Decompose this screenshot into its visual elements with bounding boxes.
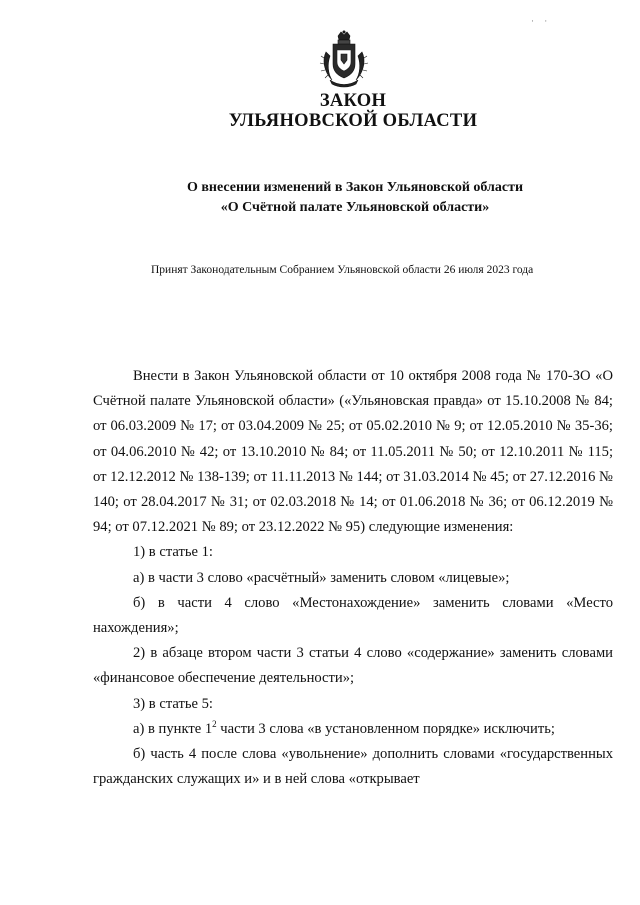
paragraph-item-1b: б) в части 4 слово «Местонахождение» заменить словами «Место нахождения»; xyxy=(93,594,613,637)
adoption-note: Принят Законодательным Собранием Ульяновской области 26 июля 2023 года xyxy=(151,264,534,276)
paragraph-item-1a: а) в части 3 слово «расчётный» заменить словом «лицевые»; xyxy=(133,569,510,586)
paragraph-item-2: 2) в абзаце втором части 3 статьи 4 слово «содержание» заменить словами «финансовое обеспечение деятельности»; xyxy=(93,645,613,687)
law-subject-line-2: «О Счётной палате Ульяновской области» xyxy=(220,200,490,215)
paragraph-item-3: 3) в статье 5: xyxy=(133,695,213,712)
superscript-two: 2 xyxy=(212,718,217,729)
paragraph-item-3b: б) часть 4 после слова «увольнение» дополнить словами «государственных гражданских служащих и» и в ней слова «открывает xyxy=(93,746,613,788)
law-title-line-1: ЗАКОН xyxy=(319,91,387,111)
coat-of-arms-emblem xyxy=(316,30,372,90)
item-3a-rest: части 3 слова «в установленном порядке» исключить; xyxy=(216,720,555,737)
item-3a-start: а) в пункте 1 xyxy=(133,720,213,737)
paragraph-preamble: Внести в Закон Ульяновской области от 10 октября 2008 года № 170-ЗО «О Счётной палате Ульяновской области» («Ульяновская правда» от 15.10.2008 № 84; от 06.03.2009 № 17; от 03.04.2009 № 25; от 05.02.2010 № 9; от 12.05.2010 № 35-36; от 04.06.2010 № 42; от 13.10.2010 № 84; от 11.05.2011 № 50; от 12.10.2011 № 115; от 12.12.2012 № 138-139; от 11.11.2013 № 144; от 31.03.2014 № 45; от 27.12.2016 № 140; от 28.04.2017 № 31; от 02.03.2018 № 14; от 01.06.2018 № 36; от 06.12.2019 № 94; от 07.12.2021 № 89; от 23.12.2022 № 95) следующие изменения: xyxy=(93,368,613,536)
law-subject-line-1: О внесении изменений в Закон Ульяновской области xyxy=(186,180,524,195)
paragraph-item-3a xyxy=(93,717,613,742)
law-body xyxy=(93,364,613,792)
scan-speck: · · xyxy=(531,16,552,26)
law-title-line-2: УЛЬЯНОВСКОЙ ОБЛАСТИ xyxy=(228,111,478,131)
paragraph-item-1: 1) в статье 1: xyxy=(133,544,213,561)
